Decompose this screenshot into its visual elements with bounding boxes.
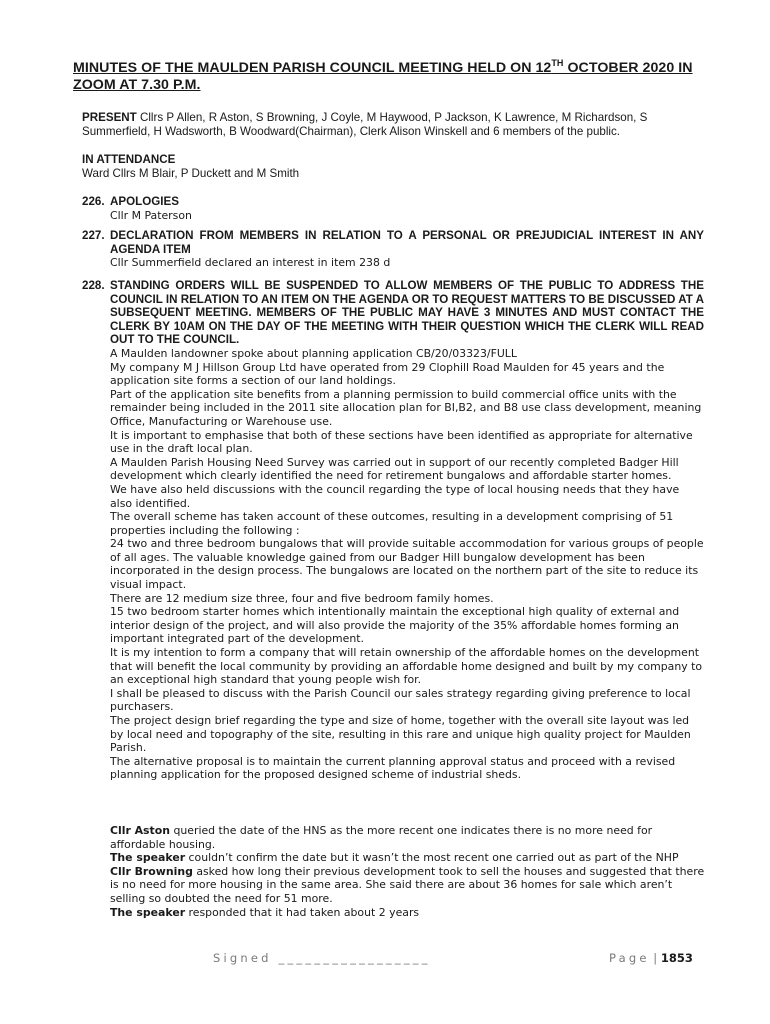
discussion-section: [110, 824, 710, 919]
agenda-item-228: [82, 279, 704, 782]
paragraph: My company M J Hillson Group Ltd have operated from 29 Clophill Road Maulden for 45 years and the application site forms a section of our land holdings.: [110, 360, 665, 388]
speaker-name: Cllr Aston: [110, 824, 170, 837]
title-text-continued: OCTOBER 2020 IN ZOOM AT 7.30 P.M.: [73, 60, 693, 93]
page-separator: |: [653, 951, 658, 965]
attendance-label: IN ATTENDANCE: [82, 153, 176, 166]
speaker-name: Cllr Browning: [110, 864, 193, 878]
paragraph: The alternative proposal is to maintain the current planning approval status and proceed with a revised planning application for the proposed designed scheme of industrial sheds.: [110, 754, 676, 782]
item-number: 226.: [82, 195, 105, 208]
paragraph: It is my intention to form a company that will retain ownership of the affordable homes on the development that will benefit the local community by providing an affordable home designed and built by my company to an exceptional high standard that young people wish for.: [110, 646, 703, 687]
discussion-text: couldn’t confirm the date but it wasn’t the most recent one carried out as part of the NHP: [185, 851, 679, 865]
item-body: [110, 347, 704, 782]
paragraph: 15 two bedroom starter homes which intentionally maintain the exceptional high quality of external and interior design of the project, and will also provide the majority of the 35% affordable homes forming an important integrated part of the development.: [110, 605, 680, 646]
discussion-entry: [110, 824, 710, 851]
paragraph: It is important to emphasise that both of these sections have been identified as appropriate for alternative use in the draft local plan.: [110, 428, 693, 456]
agenda-item-226: [82, 195, 704, 222]
attendance-list: Ward Cllrs M Blair, P Duckett and M Smith: [82, 166, 300, 180]
title-text: MINUTES OF THE MAULDEN PARISH COUNCIL MEETING HELD ON 12: [73, 60, 552, 76]
discussion-text: responded that it had taken about 2 years: [185, 905, 420, 919]
page-number-footer: [609, 951, 693, 965]
discussion-text: queried the date of the HNS as the more recent one indicates there is no more need for affordable housing.: [110, 824, 653, 851]
paragraph: Part of the application site benefits from a planning permission to build commercial office units with the remainder being included in the 2011 site allocation plan for BI,B2, and B8 use class development, meaning Office, Manufacturing or Warehouse use.: [110, 387, 702, 428]
title-superscript: TH: [551, 58, 564, 68]
paragraph: The overall scheme has taken account of these outcomes, resulting in a development comprising of 51 properties including the following :: [110, 510, 674, 537]
paragraph: The project design brief regarding the type and size of home, together with the overall site layout was led by local need and topography of the site, resulting in this rare and unique high quality project for Maulden Parish.: [110, 714, 691, 755]
signed-label: Signed: [213, 951, 272, 965]
paragraph: I shall be pleased to discuss with the Parish Council our sales strategy regarding giving preference to local purchasers.: [110, 686, 691, 714]
attendance-section: [82, 153, 702, 180]
item-heading: DECLARATION FROM MEMBERS IN RELATION TO A PERSONAL OR PREJUDICIAL INTEREST IN ANY AGENDA ITEM: [110, 229, 704, 256]
discussion-text: asked how long their previous development took to sell the houses and suggested that there is no need for more housing in the same area. She said there are about 36 homes for sale which aren’t selling so doubted the need for 51 more.: [110, 864, 705, 905]
item-number: 228.: [82, 279, 105, 292]
page-label: Page: [609, 951, 650, 965]
item-body: Cllr M Paterson: [110, 208, 192, 222]
discussion-entry: [110, 851, 710, 865]
page-number: 1853: [660, 951, 693, 965]
document-title: [73, 60, 705, 94]
speaker-name: The speaker: [110, 905, 186, 919]
present-list: Cllrs P Allen, R Aston, S Browning, J Coyle, M Haywood, P Jackson, K Lawrence, M Richardson, S Summerfield, H Wadsworth, B Woodward(Chairman), Clerk Alison Winskell and 6 members of the public.: [82, 111, 648, 138]
present-label: PRESENT: [82, 111, 137, 124]
paragraph: We have also held discussions with the council regarding the type of local housing needs that they have also identified.: [110, 482, 680, 510]
signature-blank: _________________: [278, 951, 431, 965]
paragraph: A Maulden Parish Housing Need Survey was carried out in support of our recently completed Badger Hill development which clearly identified the need for retirement bungalows and affordable starter homes.: [110, 455, 679, 483]
paragraph: 24 two and three bedroom bungalows that will provide suitable accommodation for various groups of people of all ages. The valuable knowledge gained from our Badger Hill bungalow development has been incorporated in the design process. The bungalows are located on the northern part of the site to reduce its visual impact.: [110, 537, 704, 592]
present-section: [82, 111, 712, 138]
item-body: Cllr Summerfield declared an interest in item 238 d: [110, 256, 391, 270]
signature-line: [213, 951, 431, 965]
discussion-entry: [110, 865, 710, 906]
agenda-item-227: [82, 229, 704, 270]
item-number: 227.: [82, 229, 105, 242]
discussion-entry: [110, 906, 710, 920]
item-heading: APOLOGIES: [110, 195, 179, 208]
item-heading: STANDING ORDERS WILL BE SUSPENDED TO ALLOW MEMBERS OF THE PUBLIC TO ADDRESS THE COUNCIL IN RELATION TO AN ITEM ON THE AGENDA OR TO REQUEST MATTERS TO BE DISCUSSED AT A SUBSEQUENT MEETING. MEMBERS OF THE PUBLIC MAY HAVE 3 MINUTES AND MUST CONTACT THE CLERK BY 10AM ON THE DAY OF THE MEETING WITH THEIR QUESTION WHICH THE CLERK WILL READ OUT TO THE COUNCIL.: [110, 279, 704, 347]
speaker-name: The speaker: [110, 851, 186, 865]
paragraph: There are 12 medium size three, four and five bedroom family homes.: [110, 591, 494, 605]
paragraph: A Maulden landowner spoke about planning application CB/20/03323/FULL: [110, 346, 517, 360]
